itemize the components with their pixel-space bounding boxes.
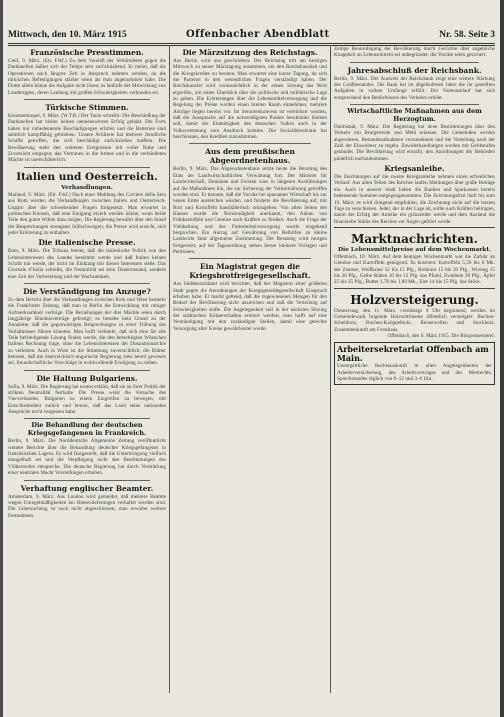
- divider: [24, 418, 150, 419]
- col1-article-8: Amsterdam, 9. März. Aus London wird gemeldet, daß mehrere Beamte wegen Unregelmäßigkeiten bei Heereslieferungen verhaftet worden sind. Die Untersuchung ist noch nicht abgeschlossen; man erwartet weitere Festnahmen.: [8, 493, 166, 519]
- col1-heading-1: Französische Presstimmen.: [30, 48, 144, 57]
- col3-heading-2: Wirtschaftliche Maßnahmen aus dem Herzogtum.: [347, 107, 482, 123]
- header-date: Mittwoch, den 10. März 1915: [8, 30, 127, 40]
- newspaper-page: [3, 0, 500, 717]
- col1-article-4: Rom, 9. März. Die Tribuna betont, daß die italienische Politik von den Lebensinteressen des Landes bestimmt werde und daß Italien keinen Schritt tun werde, der nicht im Einklang mit diesen Interessen stehe. Das Giornale d’Italia schreibt, die Neutralität sei kein Dauerzustand, sondern eine Zeit der Vorbereitung und der Wachsamkeit.: [8, 248, 166, 280]
- col3-heading-1: Jahresabschluß der Reichsbank.: [347, 65, 482, 75]
- divider: [24, 480, 150, 481]
- divider: [24, 99, 150, 100]
- column-divider-1: [169, 45, 170, 693]
- column-3: [334, 46, 495, 694]
- col2-heading-2: Aus dem preußischen Abgeordnetenhaus.: [205, 147, 295, 166]
- col3-heading-5: Holzversteigerung.: [350, 292, 479, 307]
- page-header: [8, 28, 495, 42]
- col3-article-5-signature: Offenbach, den 6. März 1915. Die Bürgermeisterei.: [387, 332, 495, 339]
- column-1: [8, 46, 166, 694]
- col1-article-6: Sofia, 9. März. Die Regierung hat erneut erklärt, daß sie an ihrer Politik der strikten Neutralität festhalte. Die Presse weist die Versuche des Vierverbandes, Bulgarien zu einem Eingreifen zu bewegen, mit Entschiedenheit zurück und betont, daß das Land seine nationalen Ansprüche nicht vergessen habe.: [8, 383, 166, 416]
- col2-article-3: Aus Süddeutschland wird berichtet, daß der Magistrat einer größeren Stadt gegen die Anordnungen der Kriegsgetreidegesellschaft Einspruch erhoben habe. Er macht geltend, daß die zugewiesenen Mengen für den Bedarf der Bevölkerung nicht ausreichen und daß die Verteilung auf Schwierigkeiten stoße. Die Angelegenheit soll in der nächsten Sitzung der städtischen Körperschaften erörtert werden; man hofft auf eine Verständigung mit den zuständigen Stellen, damit eine gerechte Versorgung aller Kreise gewährleistet werde.: [173, 281, 327, 332]
- section-rule: [334, 227, 495, 228]
- col3-article-5: Donnerstag, den 11. März, vormittags 9 Uhr beginnend, werden im Gemeindewald folgende Holzsortimente öffentlich versteigert: Buchen-Scheitholz, Buchen-Knüppelholz, Reiserwellen und Stockholz. Zusammenkunft am Forsthaus.: [334, 307, 495, 333]
- col1-article-5: Zu dem Bericht über die Verhandlungen zwischen Rom und Wien bemerkt die Frankfurter Zeitung, daß man in Berlin die Entwicklung mit ruhiger Aufmerksamkeit verfolge. Die Beziehungen der drei Mächte seien durch langjährige Bündnisverträge gefestigt; es bestehe kein Grund zu der Annahme, daß die gegenwärtigen Besprechungen zu einer Trübung des Verhältnisses führen könnten. Man hofft vielmehr, daß sich eine für alle Teile befriedigende Lösung finden werde, die den berechtigten Wünschen Italiens Rechnung trage, ohne die Lebensinteressen der Donaumonarchie zu verletzen. Auch in Wien ist die Stimmung zuversichtlich; die Blätter betonen, daß die österreichisch-ungarische Regierung stets bereit gewesen sei, freundschaftliche Vorschläge in wohlwollende Erwägung zu ziehen.: [8, 296, 166, 367]
- column-divider-2: [330, 45, 331, 693]
- col3-article-2: Darmstadt, 9. März. Die Regierung hat neue Bestimmungen über den Verkehr mit Brotgetreide und Mehl erlassen. Die Gemeinden werden angewiesen, Bestandsaufnahmen vorzunehmen und die Verteilung nach der Zahl der Einwohner zu regeln. Zuwiderhandlungen werden mit Geldstrafen geahndet. Die Bevölkerung wird ersucht, den Anordnungen der Behörden pünktlich nachzukommen.: [334, 124, 495, 162]
- divider: [24, 167, 150, 168]
- col1-heading-8: Verhaftung englischer Beamter.: [20, 483, 154, 493]
- divider: [189, 258, 311, 259]
- header-title: Offenbacher Abendblatt: [186, 29, 330, 40]
- header-issue: Nr. 58. Seite 3: [439, 30, 495, 40]
- divider: [350, 104, 479, 105]
- col2-heading-3: Ein Magistrat gegen die Kriegsbrotfreigegesellschaft.: [189, 262, 311, 281]
- col1-heading-5: Die Verständigung im Anzuge?: [23, 286, 151, 296]
- col2-article-1: Aus Berlin wird uns geschrieben: Der Reichstag tritt am heutigen Mittwoch zu seiner Märztagung zusammen, um den Reichshaushalt und die Kriegskredite zu beraten. Man erwartet eine kurze Tagung, da sich die Parteien in den wesentlichen Fragen verständigt haben. Der Reichskanzler wird voraussichtlich in der ersten Sitzung das Wort ergreifen, um einen Überblick über die politische und militärische Lage zu geben. Die Erörterungen über die Lebensmittelversorgung und die Regelung der Preise werden einen breiten Raum einnehmen; mehrere Anträge liegen bereits vor. Im Seniorenkonvent ist vereinbart worden, daß die Aussprache auf die notwendigsten Punkte beschränkt bleiben soll, damit die Einmütigkeit des deutschen Volkes auch in der Volksvertretung zum Ausdruck komme. Die Sozialdemokratie hat beschlossen, den Krediten zuzustimmen.: [173, 58, 327, 141]
- col1-heading-4: Die italienische Presse.: [38, 238, 136, 248]
- col1-article-7: Berlin, 9. März. Die Norddeutsche Allgemeine Zeitung veröffentlicht weitere Berichte über die Behandlung deutscher Kriegsgefangener in französischen Lagern. Es wird festgestellt, daß die Unterbringung vielfach mangelhaft sei und die Verpflegung nicht den Bestimmungen des Völkerrechts entspreche. Die deutsche Regierung hat durch Vermittlung einer neutralen Macht Vorstellungen erhoben.: [8, 438, 166, 477]
- col3-article-0: Zeitige Beunruhigung der Bevölkerung durch Gerüchte über angebliche Knappheit an Lebensmitteln sei unbegründet; die Vorräte seien gesichert.: [334, 46, 495, 59]
- col3-heading-4: Marktnachrichten.: [351, 231, 478, 246]
- divider: [350, 62, 479, 63]
- section-rule: [334, 288, 495, 289]
- advertisement-box: [334, 342, 495, 385]
- col1-article-2: Konstantinopel, 9. März. (W.T.B.) Der Tanin schreibt: Die Beschießung der Dardanellen hat bisher keinen nennenswerten Erfolg gehabt. Die Forts haben nur unbedeutende Beschädigungen erlitten und die Batterien sind sämtlich kampffähig geblieben. Unsere Artillerie hat mehrere feindliche Schiffe getroffen, die sich beschädigt zurückziehen mußten. Die Bevölkerung sieht den weiteren Ereignissen mit voller Ruhe und Zuversicht entgegen; das Vertrauen in die Armee und in die verbündeten Mächte ist unerschütterlich.: [8, 113, 166, 164]
- col1-article-1: Genf, 9. März. (Etr. Frkf.) Zu dem Vorstoß der Verbündeten gegen die Dardanellen äußert sich der Temps sehr zurückhaltend. Er meint, daß die Operationen noch längere Zeit in Anspruch nehmen werden, da die türkischen Befestigungen stärker seien als man angenommen habe. Die Flotte allein könne die Aufgabe nicht lösen; es bedürfe der Mitwirkung von Landtruppen, deren Landung mit großen Schwierigkeiten verbunden sei.: [8, 58, 166, 96]
- col3-heading-3: Kriegsanleihe.: [384, 164, 445, 174]
- col3-article-1: Berlin, 9. März. Der Ausweis der Reichsbank zeigt eine weitere Stärkung des Goldbestandes. Die Bank hat im abgelaufenen Jahre die ihr gestellten Aufgaben in vollem Umfange erfüllt. Der Notenumlauf hat sich entsprechend den Bedürfnissen des Verkehrs erhöht.: [334, 75, 495, 101]
- col2-heading-1: Die Märzsitzung des Reichstags.: [182, 48, 318, 57]
- divider: [24, 283, 150, 284]
- col1-heading-7: Die Behandlung der deutschen Kriegsgefangenen in Frankreich.: [27, 421, 147, 437]
- column-2: [173, 46, 327, 694]
- col1-subheading-3: Verhandlungen.: [61, 184, 113, 191]
- col1-heading-6: Die Haltung Bulgariens.: [36, 373, 138, 383]
- col3-article-3: Die Zeichnungen auf die zweite Kriegsanleihe nehmen einen erfreulichen Verlauf. Aus allen Teilen des Reiches laufen Meldungen über große Beträge ein. Auch in unserer Stadt haben die Banken und Sparkassen bereits bedeutende Summen entgegengenommen. Die Zeichnungsfrist läuft bis zum 19. März; es wird dringend empfohlen, die Zeichnung nicht auf die letzten Tage zu verschieben. Jeder, der in der Lage ist, sollte nach Kräften beitragen, damit der Erfolg der Anleihe ein glänzender werde und dem Ausland die finanzielle Stärke des Reiches vor Augen geführt werde.: [334, 174, 495, 225]
- col3-subheading-4: Die Lebensmittelpreise auf dem Wochenmarkt.: [337, 246, 492, 253]
- divider: [24, 370, 150, 371]
- col1-article-3: Mailand, 9. März. (Etr. Frkf.) Nach einer Meldung des Corriere della Sera aus Rom werden die Verhandlungen zwischen Italien und Oesterreich-Ungarn über die schwebenden Fragen fortgesetzt. Man erwartet in politischen Kreisen, daß eine Einigung erzielt werden könne, wenn beide Teile den guten Willen dazu zeigen. Die Regierung bewahrt über den Stand der Besprechungen strengstes Stillschweigen; die Presse wird ersucht, sich jeder Erörterung zu enthalten.: [8, 191, 166, 236]
- col3-article-4: Offenbach, 10. März. Auf dem heutigen Wochenmarkt war die Zufuhr an Gemüse und Kartoffeln genügend. Es kosteten: Kartoffeln 5,50 bis 6 Mk. der Zentner, Weißkraut 12 bis 15 Pfg., Rotkraut 15 bis 20 Pfg., Wirsing 15 bis 20 Pfg., Gelbe Rüben 10 bis 12 Pfg. das Pfund, Zwiebeln 20 Pfg., Äpfel 25 bis 35 Pfg., Butter 1,70 bis 1,80 Mk., Eier 14 bis 15 Pfg. das Stück.: [334, 253, 495, 286]
- advertisement-heading: Arbeitersekretariat Offenbach am Main.: [337, 344, 489, 364]
- header-rule: [8, 43, 495, 44]
- col1-heading-2: Türkische Stimmen.: [45, 103, 129, 113]
- divider: [189, 143, 311, 144]
- advertisement-text: Unentgeltliche Rechtsauskunft in allen Angelegenheiten der Arbeiterversicherung, des Arbeitsvertrages und des Mietrechts. Sprechstunden täglich von 9–12 und 3–6 Uhr.: [337, 363, 492, 382]
- col1-heading-3: Italien und Oesterreich.: [16, 170, 158, 183]
- page-edge: [500, 0, 504, 717]
- col2-article-2: Berlin, 9. März. Das Abgeordnetenhaus setzte heute die Beratung des Etats der Landwirtschaftlichen Verwaltung fort. Der Minister für Landwirtschaft, Domänen und Forsten wies in längeren Ausführungen auf die Maßnahmen hin, die zur Sicherung der Volksernährung getroffen worden sind. Er betonte, daß die Vorräte bei sparsamer Wirtschaft bis zur neuen Ernte ausreichen würden, und forderte die Bevölkerung auf, mit Brot und Kartoffeln haushälterisch umzugehen. Von allen Seiten des Hauses wurde die Notwendigkeit anerkannt, den Anbau von Frühkartoffeln und Gemüse nach Kräften zu fördern. Auch die Frage der Viehhaltung und der Futtermittelversorgung wurde eingehend besprochen. Ein Antrag auf Gewährung von Beihilfen an kleine Landwirte fand allgemeine Zustimmung. Die Beratung wird morgen fortgesetzt; auf der Tagesordnung stehen ferner kleinere Vorlagen und Petitionen.: [173, 166, 327, 255]
